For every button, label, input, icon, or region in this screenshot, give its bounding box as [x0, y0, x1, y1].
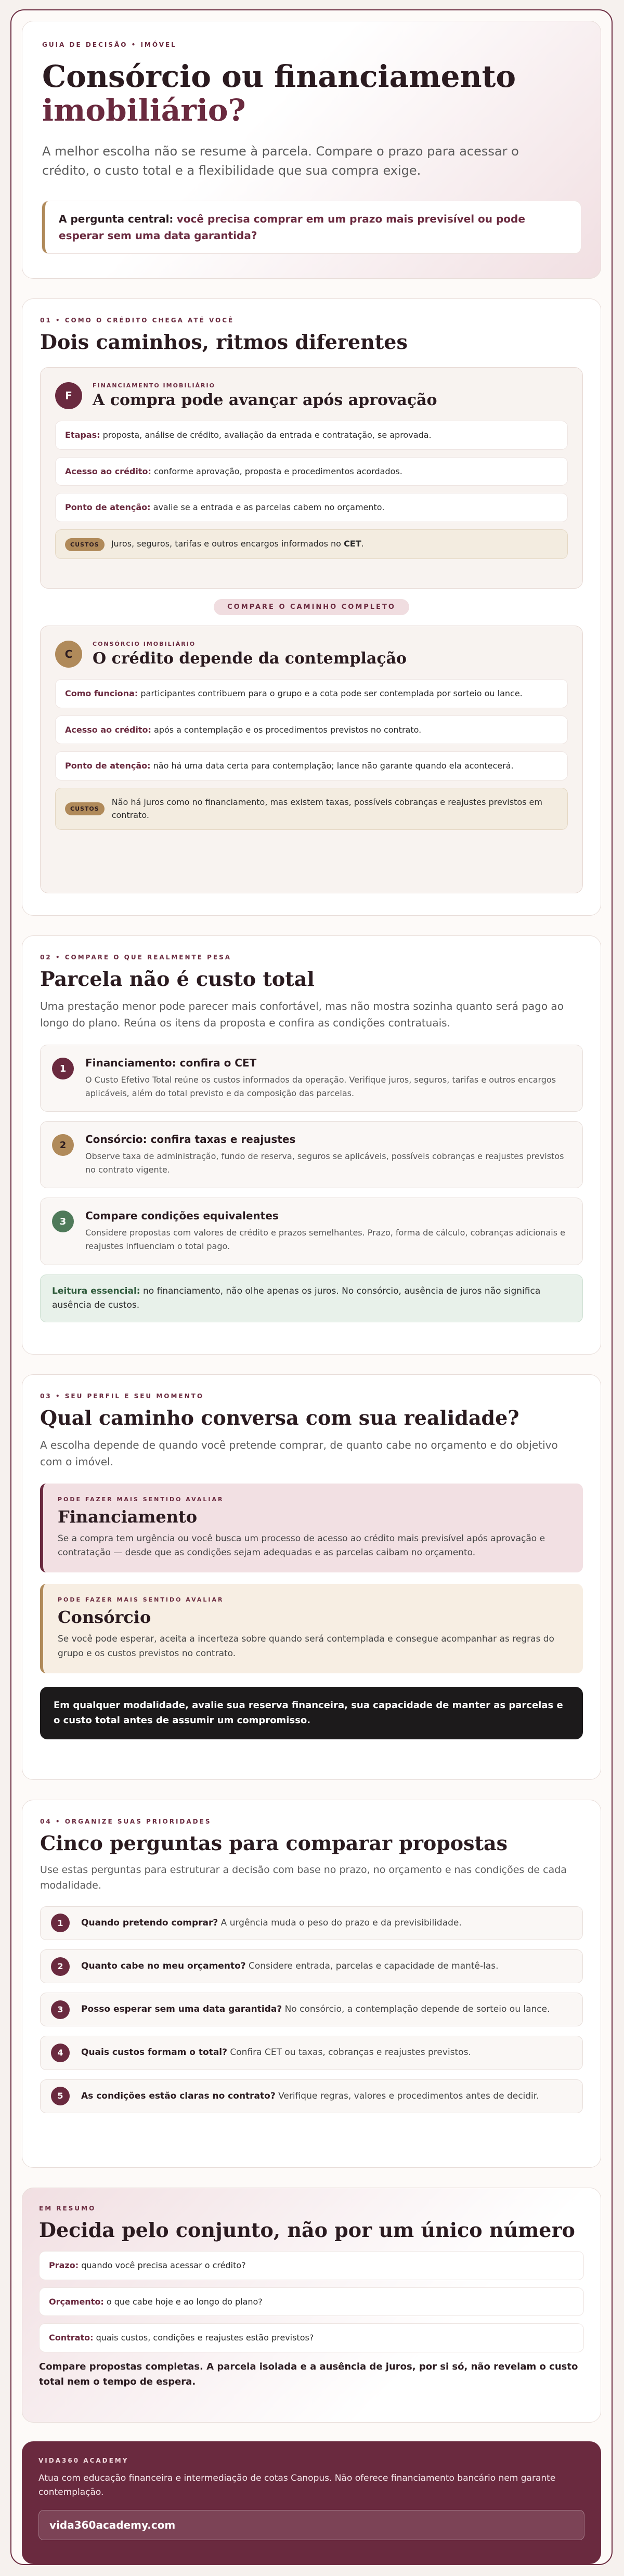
section2-lead: Uma prestação menor pode parecer mais confortável, mas não mostra sozinha quanto será pago ao longo do plano. Reúna os itens da proposta e confira as condições contratuais.	[40, 1000, 564, 1029]
section-cost	[22, 935, 601, 1355]
cost-step: 3 Compare condições equivalentes Considere propostas com valores de crédito e prazos semelhantes. Prazo, forma de cálculo, cobranças adicionais e reajustes influenciam o total pago.	[40, 1198, 583, 1265]
hero-callout	[42, 201, 581, 253]
hero-card	[22, 21, 601, 279]
hero-title-line1: Consórcio ou financiamento	[42, 59, 516, 94]
financing-title: A compra pode avançar após aprovação	[93, 391, 437, 409]
consortium-eyebrow: CONSÓRCIO IMOBILIÁRIO	[93, 641, 196, 647]
hero-callout-text: você precisa comprar em um prazo mais previsível ou pode esperar sem uma data garantida?	[59, 213, 525, 242]
financing-costs-tag: CUSTOS	[65, 538, 105, 552]
section2-title: Parcela não é custo total	[40, 967, 315, 991]
question-item: 3 Posso esperar sem uma data garantida? No consórcio, a contemplação depende de sorteio ou lance.	[40, 1993, 583, 2026]
financing-eyebrow: FINANCIAMENTO IMOBILIÁRIO	[93, 382, 215, 389]
summary-row: Orçamento: o que cabe hoje e ao longo do plano?	[39, 2287, 584, 2317]
consortium-costs-tag: CUSTOS	[65, 802, 105, 816]
financing-profile: PODE FAZER MAIS SENTIDO AVALIAR Financiamento Se a compra tem urgência ou você busca um processo de acesso ao crédito mais previsível após aprovação e contratação — desde que as condições sejam adequadas e as parcelas caibam no orçamento.	[40, 1484, 583, 1572]
financing-row: Ponto de atenção: avalie se a entrada e as parcelas cabem no orçamento.	[55, 493, 568, 522]
consortium-costs: CUSTOS Não há juros como no financiamento, mas existem taxas, possíveis cobranças e reajustes previstos em contrato.	[55, 788, 568, 830]
consortium-row: Ponto de atenção: não há uma data certa para contemplação; lance não garante quando ela acontecerá.	[55, 751, 568, 780]
content	[22, 21, 601, 2564]
warning-dark-box: Em qualquer modalidade, avalie sua reserva financeira, sua capacidade de manter as parcelas e o custo total antes de assumir um compromisso.	[40, 1687, 583, 1740]
section-profile	[22, 1374, 601, 1780]
cost-step: 1 Financiamento: confira o CET O Custo Efetivo Total reúne os custos informados da operação. Verifique juros, seguros, tarifas e outros encargos aplicáveis, além do total previsto e da composição das parcelas.	[40, 1045, 583, 1112]
essential-note: Leitura essencial: no financiamento, não olhe apenas os juros. No consórcio, ausência de juros não significa ausência de custos.	[40, 1274, 583, 1322]
summary-row: Contrato: quais custos, condições e reajustes estão previstos?	[39, 2323, 584, 2352]
cost-step: 2 Consórcio: confira taxas e reajustes Observe taxa de administração, fundo de reserva, seguros se aplicáveis, possíveis cobranças e reajustes previstos no contrato vigente.	[40, 1121, 583, 1188]
summary-eyebrow: EM RESUMO	[39, 2205, 96, 2212]
financing-box	[40, 367, 583, 589]
question-item: 1 Quando pretendo comprar? A urgência muda o peso do prazo e da previsibilidade.	[40, 1906, 583, 1940]
consortium-box	[40, 626, 583, 893]
question-item: 2 Quanto cabe no meu orçamento? Considere entrada, parcelas e capacidade de mantê-las.	[40, 1949, 583, 1983]
section4-title: Cinco perguntas para comparar propostas	[40, 1831, 508, 1855]
financing-row: Acesso ao crédito: conforme aprovação, proposta e procedimentos acordados.	[55, 457, 568, 486]
section3-eyebrow: 03 • SEU PERFIL E SEU MOMENTO	[40, 1393, 204, 1400]
hero-lead: A melhor escolha não se resume à parcela. Compare o prazo para acessar o crédito, o custo total e a flexibilidade que sua compra exige.	[42, 144, 519, 178]
section1-title: Dois caminhos, ritmos diferentes	[40, 330, 408, 354]
consortium-row: Como funciona: participantes contribuem para o grupo e a cota pode ser contemplada por sorteio ou lance.	[55, 679, 568, 708]
consortium-title: O crédito depende da contemplação	[93, 649, 407, 668]
consortium-profile: PODE FAZER MAIS SENTIDO AVALIAR Consórcio Se você pode esperar, aceita a incerteza sobre quando será contemplada e consegue acompanhar as regras do grupo e os custos previstos no contrato.	[40, 1584, 583, 1673]
section-paths	[22, 298, 601, 916]
section4-eyebrow: 04 • ORGANIZE SUAS PRIORIDADES	[40, 1818, 212, 1825]
footer-text: Atua com educação financeira e intermediação de cotas Canopus. Não oferece financiamento bancário nem garante contemplação.	[38, 2473, 556, 2498]
footer-eyebrow: VIDA360 ACADEMY	[38, 2457, 129, 2464]
section-questions	[22, 1800, 601, 2168]
hero-title-line2: imobiliário?	[42, 92, 246, 128]
hero-callout-label: A pergunta central:	[59, 213, 174, 226]
hero-eyebrow: GUIA DE DECISÃO • IMÓVEL	[42, 41, 177, 48]
section4-lead: Use estas perguntas para estruturar a decisão com base no prazo, no orçamento e nas condições de cada modalidade.	[40, 1864, 567, 1892]
financing-costs: CUSTOS Juros, seguros, tarifas e outros encargos informados no CET.	[55, 529, 568, 560]
consortium-row: Acesso ao crédito: após a contemplação e os procedimentos previstos no contrato.	[55, 715, 568, 745]
footer	[22, 2441, 601, 2564]
question-item: 4 Quais custos formam o total? Confira CET ou taxas, cobranças e reajustes previstos.	[40, 2036, 583, 2070]
financing-row: Etapas: proposta, análise de crédito, avaliação da entrada e contratação, se aprovada.	[55, 421, 568, 450]
section3-title: Qual caminho conversa com sua realidade?	[40, 1406, 519, 1429]
consortium-badge: C	[55, 641, 82, 668]
summary-closing: Compare propostas completas. A parcela isolada e a ausência de juros, por si só, não revelam o custo total nem o tempo de espera.	[39, 2361, 578, 2387]
page-frame	[10, 9, 613, 2565]
financing-badge: F	[55, 382, 82, 409]
question-item: 5 As condições estão claras no contrato? Verifique regras, valores e procedimentos antes de decidir.	[40, 2079, 583, 2113]
summary-row: Prazo: quando você precisa acessar o crédito?	[39, 2251, 584, 2280]
section2-eyebrow: 02 • COMPARE O QUE REALMENTE PESA	[40, 954, 232, 961]
section3-lead: A escolha depende de quando você pretende comprar, de quanto cabe no orçamento e do objetivo com o imóvel.	[40, 1439, 558, 1468]
section1-eyebrow: 01 • COMO O CRÉDITO CHEGA ATÉ VOCÊ	[40, 317, 235, 324]
compare-path-label: COMPARE O CAMINHO COMPLETO	[214, 599, 409, 615]
footer-link[interactable]: vida360academy.com	[38, 2510, 584, 2540]
summary-card	[22, 2188, 601, 2423]
summary-title: Decida pelo conjunto, não por um único número	[39, 2218, 575, 2242]
